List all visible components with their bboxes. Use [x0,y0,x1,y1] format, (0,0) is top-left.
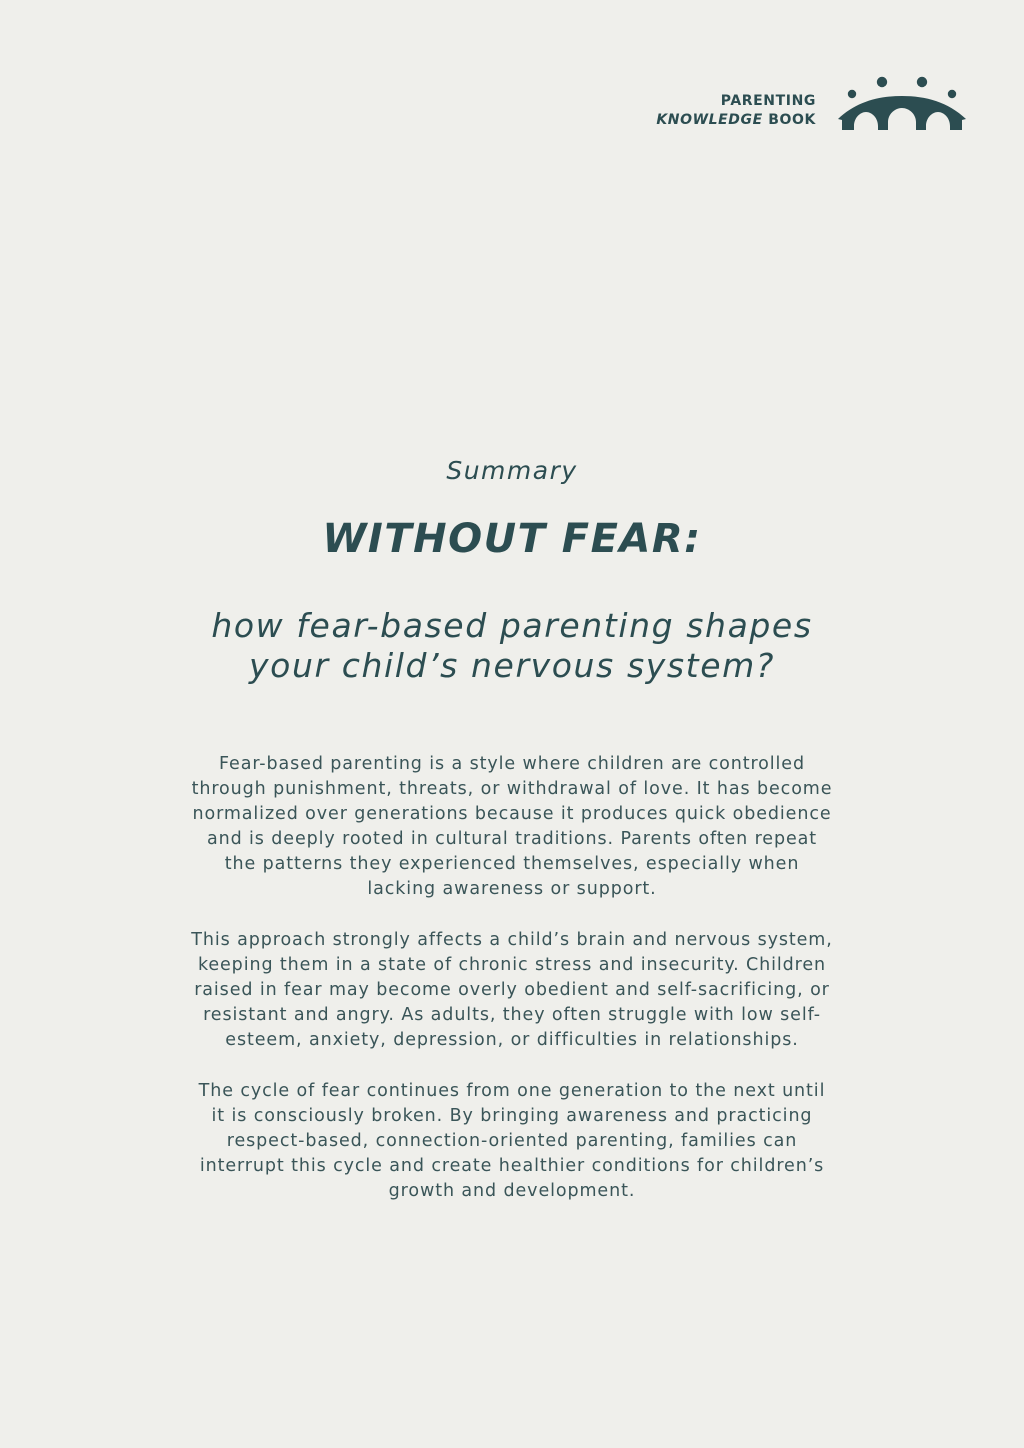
text-line: esteem, anxiety, depression, or difficulties in relationships. [225,1030,799,1050]
text-line: respect-based, connection-oriented parenting, families can [226,1131,798,1151]
text-line: Fear-based parenting is a style where children are controlled [219,754,805,774]
paragraph-2 [112,928,912,1053]
brand-name-regular: BOOK [762,112,816,128]
brand-header [656,74,966,130]
subtitle-line: your child’s nervous system? [249,646,775,685]
brand-name-line1: PARENTING [720,93,816,109]
text-line: This approach strongly affects a child’s brain and nervous system, [191,930,833,950]
paragraph-3 [112,1079,912,1204]
page-subtitle [0,606,1024,686]
text-line: the patterns they experienced themselves, especially when [224,854,800,874]
paragraph-1 [112,752,912,902]
text-line: and is deeply rooted in cultural traditions. Parents often repeat [206,829,818,849]
text-line: raised in fear may become overly obedient and self-sacrificing, or [194,980,830,1000]
text-line: resistant and angry. As adults, they often struggle with low self- [203,1005,821,1025]
page-title: WITHOUT FEAR: [322,516,702,562]
text-line: through punishment, threats, or withdrawal of love. It has become [191,779,833,799]
text-line: it is consciously broken. By bringing awareness and practicing [211,1106,813,1126]
text-line: keeping them in a state of chronic stress and insecurity. Children [197,955,827,975]
text-line: The cycle of fear continues from one generation to the next until [198,1081,826,1101]
brand-name-line2 [656,111,816,130]
text-line: lacking awareness or support. [367,879,657,899]
text-line: interrupt this cycle and create healthier conditions for children’s [199,1156,825,1176]
bridge-with-people-icon [838,74,966,130]
summary-label: Summary [446,456,578,485]
text-line: growth and development. [388,1181,636,1201]
text-line: normalized over generations because it produces quick obedience [192,804,832,824]
summary-body [112,752,912,1230]
subtitle-line: how fear-based parenting shapes [211,606,813,645]
brand-name-italic: KNOWLEDGE [656,112,763,128]
brand-name [656,92,816,130]
